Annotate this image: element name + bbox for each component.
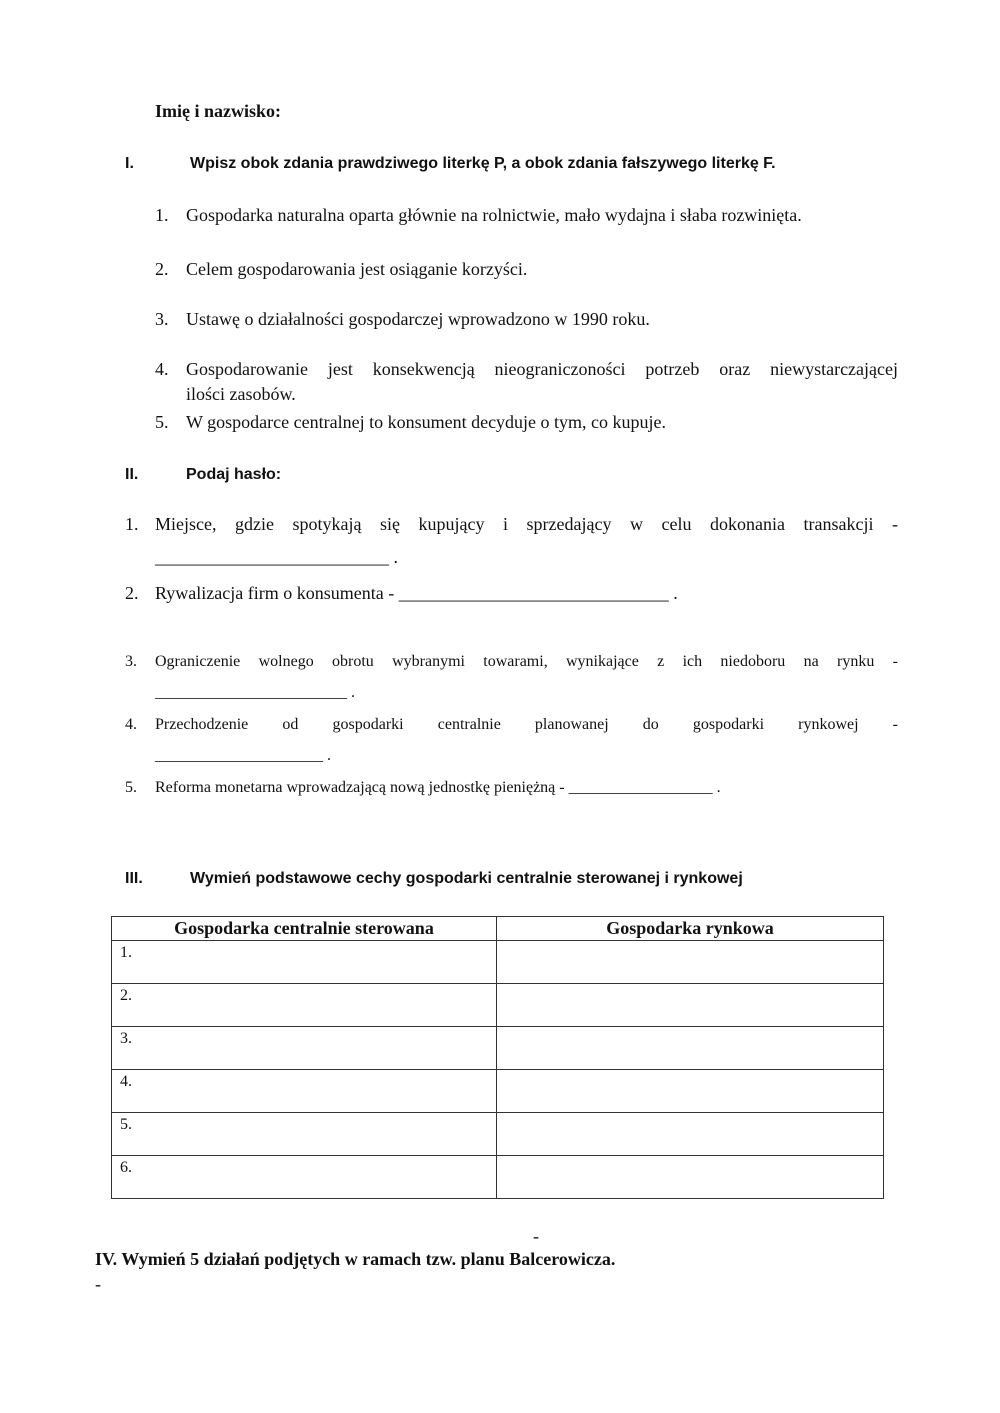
cell-central[interactable]: 4. bbox=[112, 1070, 497, 1113]
table-row bbox=[112, 1070, 884, 1113]
s2-item4-text: Przechodzenie od gospodarki centralnie planowanej do gospodarki rynkowej - bbox=[155, 716, 898, 733]
cell-market[interactable] bbox=[497, 941, 884, 984]
table-row bbox=[112, 1027, 884, 1070]
s1-item5-text: W gospodarce centralnej to konsument decyduje o tym, co kupuje. bbox=[186, 412, 667, 432]
cell-market[interactable] bbox=[497, 1070, 884, 1113]
s1-item4-text-cont: ilości zasobów. bbox=[186, 384, 296, 404]
s2-item3-num: 3. bbox=[125, 653, 137, 670]
s1-item1-text: Gospodarka naturalna oparta głównie na rolnictwie, mało wydajna i słaba rozwinięta. bbox=[186, 205, 802, 225]
cell-central[interactable]: 3. bbox=[112, 1027, 497, 1070]
table-row bbox=[112, 941, 884, 984]
s1-item1-num: 1. bbox=[155, 205, 169, 225]
cell-central[interactable]: 5. bbox=[112, 1113, 497, 1156]
section4-title: IV. Wymień 5 działań podjętych w ramach tzw. planu Balcerowicza. bbox=[95, 1249, 616, 1269]
cell-market[interactable] bbox=[497, 1156, 884, 1199]
s1-item4-text: Gospodarowanie jest konsekwencją nieograniczoności potrzeb oraz niewystarczającej bbox=[186, 359, 898, 379]
s2-item4-num: 4. bbox=[125, 716, 137, 733]
header-central: Gospodarka centralnie sterowana bbox=[112, 917, 497, 941]
s1-item5-num: 5. bbox=[155, 412, 169, 432]
s2-item2-num: 2. bbox=[125, 583, 139, 603]
dash-mark: - bbox=[533, 1226, 539, 1246]
section2-number: II. bbox=[125, 466, 139, 483]
section3-number: III. bbox=[125, 870, 143, 887]
s2-item3-blank[interactable]: ________________________ . bbox=[155, 684, 355, 701]
dash-mark: - bbox=[95, 1274, 101, 1294]
header-market: Gospodarka rynkowa bbox=[497, 917, 884, 941]
s1-item3-num: 3. bbox=[155, 309, 169, 329]
features-table bbox=[111, 916, 884, 1199]
section1-title: Wpisz obok zdania prawdziwego literkę P, a obok zdania fałszywego literkę F. bbox=[190, 155, 776, 172]
name-label: Imię i nazwisko: bbox=[155, 101, 281, 121]
table-row bbox=[112, 984, 884, 1027]
cell-market[interactable] bbox=[497, 984, 884, 1027]
s1-item4-num: 4. bbox=[155, 359, 169, 379]
cell-market[interactable] bbox=[497, 1113, 884, 1156]
s1-item3-text: Ustawę o działalności gospodarczej wprowadzono w 1990 roku. bbox=[186, 309, 650, 329]
table-row bbox=[112, 1156, 884, 1199]
s2-item2-text[interactable]: Rywalizacja firm o konsumenta - ______________________________ . bbox=[155, 583, 678, 603]
s2-item5-num: 5. bbox=[125, 779, 137, 796]
cell-central[interactable]: 6. bbox=[112, 1156, 497, 1199]
cell-central[interactable]: 1. bbox=[112, 941, 497, 984]
cell-central[interactable]: 2. bbox=[112, 984, 497, 1027]
s2-item3-text: Ograniczenie wolnego obrotu wybranymi towarami, wynikające z ich niedoboru na rynku - bbox=[155, 653, 898, 670]
s2-item1-num: 1. bbox=[125, 514, 139, 534]
s2-item1-text: Miejsce, gdzie spotykają się kupujący i sprzedający w celu dokonania transakcji - bbox=[155, 514, 898, 534]
table-header-row bbox=[112, 917, 884, 941]
section1-number: I. bbox=[125, 155, 134, 172]
s2-item4-blank[interactable]: _____________________ . bbox=[155, 747, 331, 764]
s2-item5-text[interactable]: Reforma monetarna wprowadzającą nową jednostkę pieniężną - __________________ . bbox=[155, 779, 721, 796]
section2-title: Podaj hasło: bbox=[186, 466, 282, 483]
cell-market[interactable] bbox=[497, 1027, 884, 1070]
s2-item1-blank[interactable]: __________________________ . bbox=[155, 547, 398, 567]
s1-item2-text: Celem gospodarowania jest osiąganie korzyści. bbox=[186, 259, 528, 279]
section3-title: Wymień podstawowe cechy gospodarki centralnie sterowanej i rynkowej bbox=[190, 870, 743, 887]
table-row bbox=[112, 1113, 884, 1156]
s1-item2-num: 2. bbox=[155, 259, 169, 279]
